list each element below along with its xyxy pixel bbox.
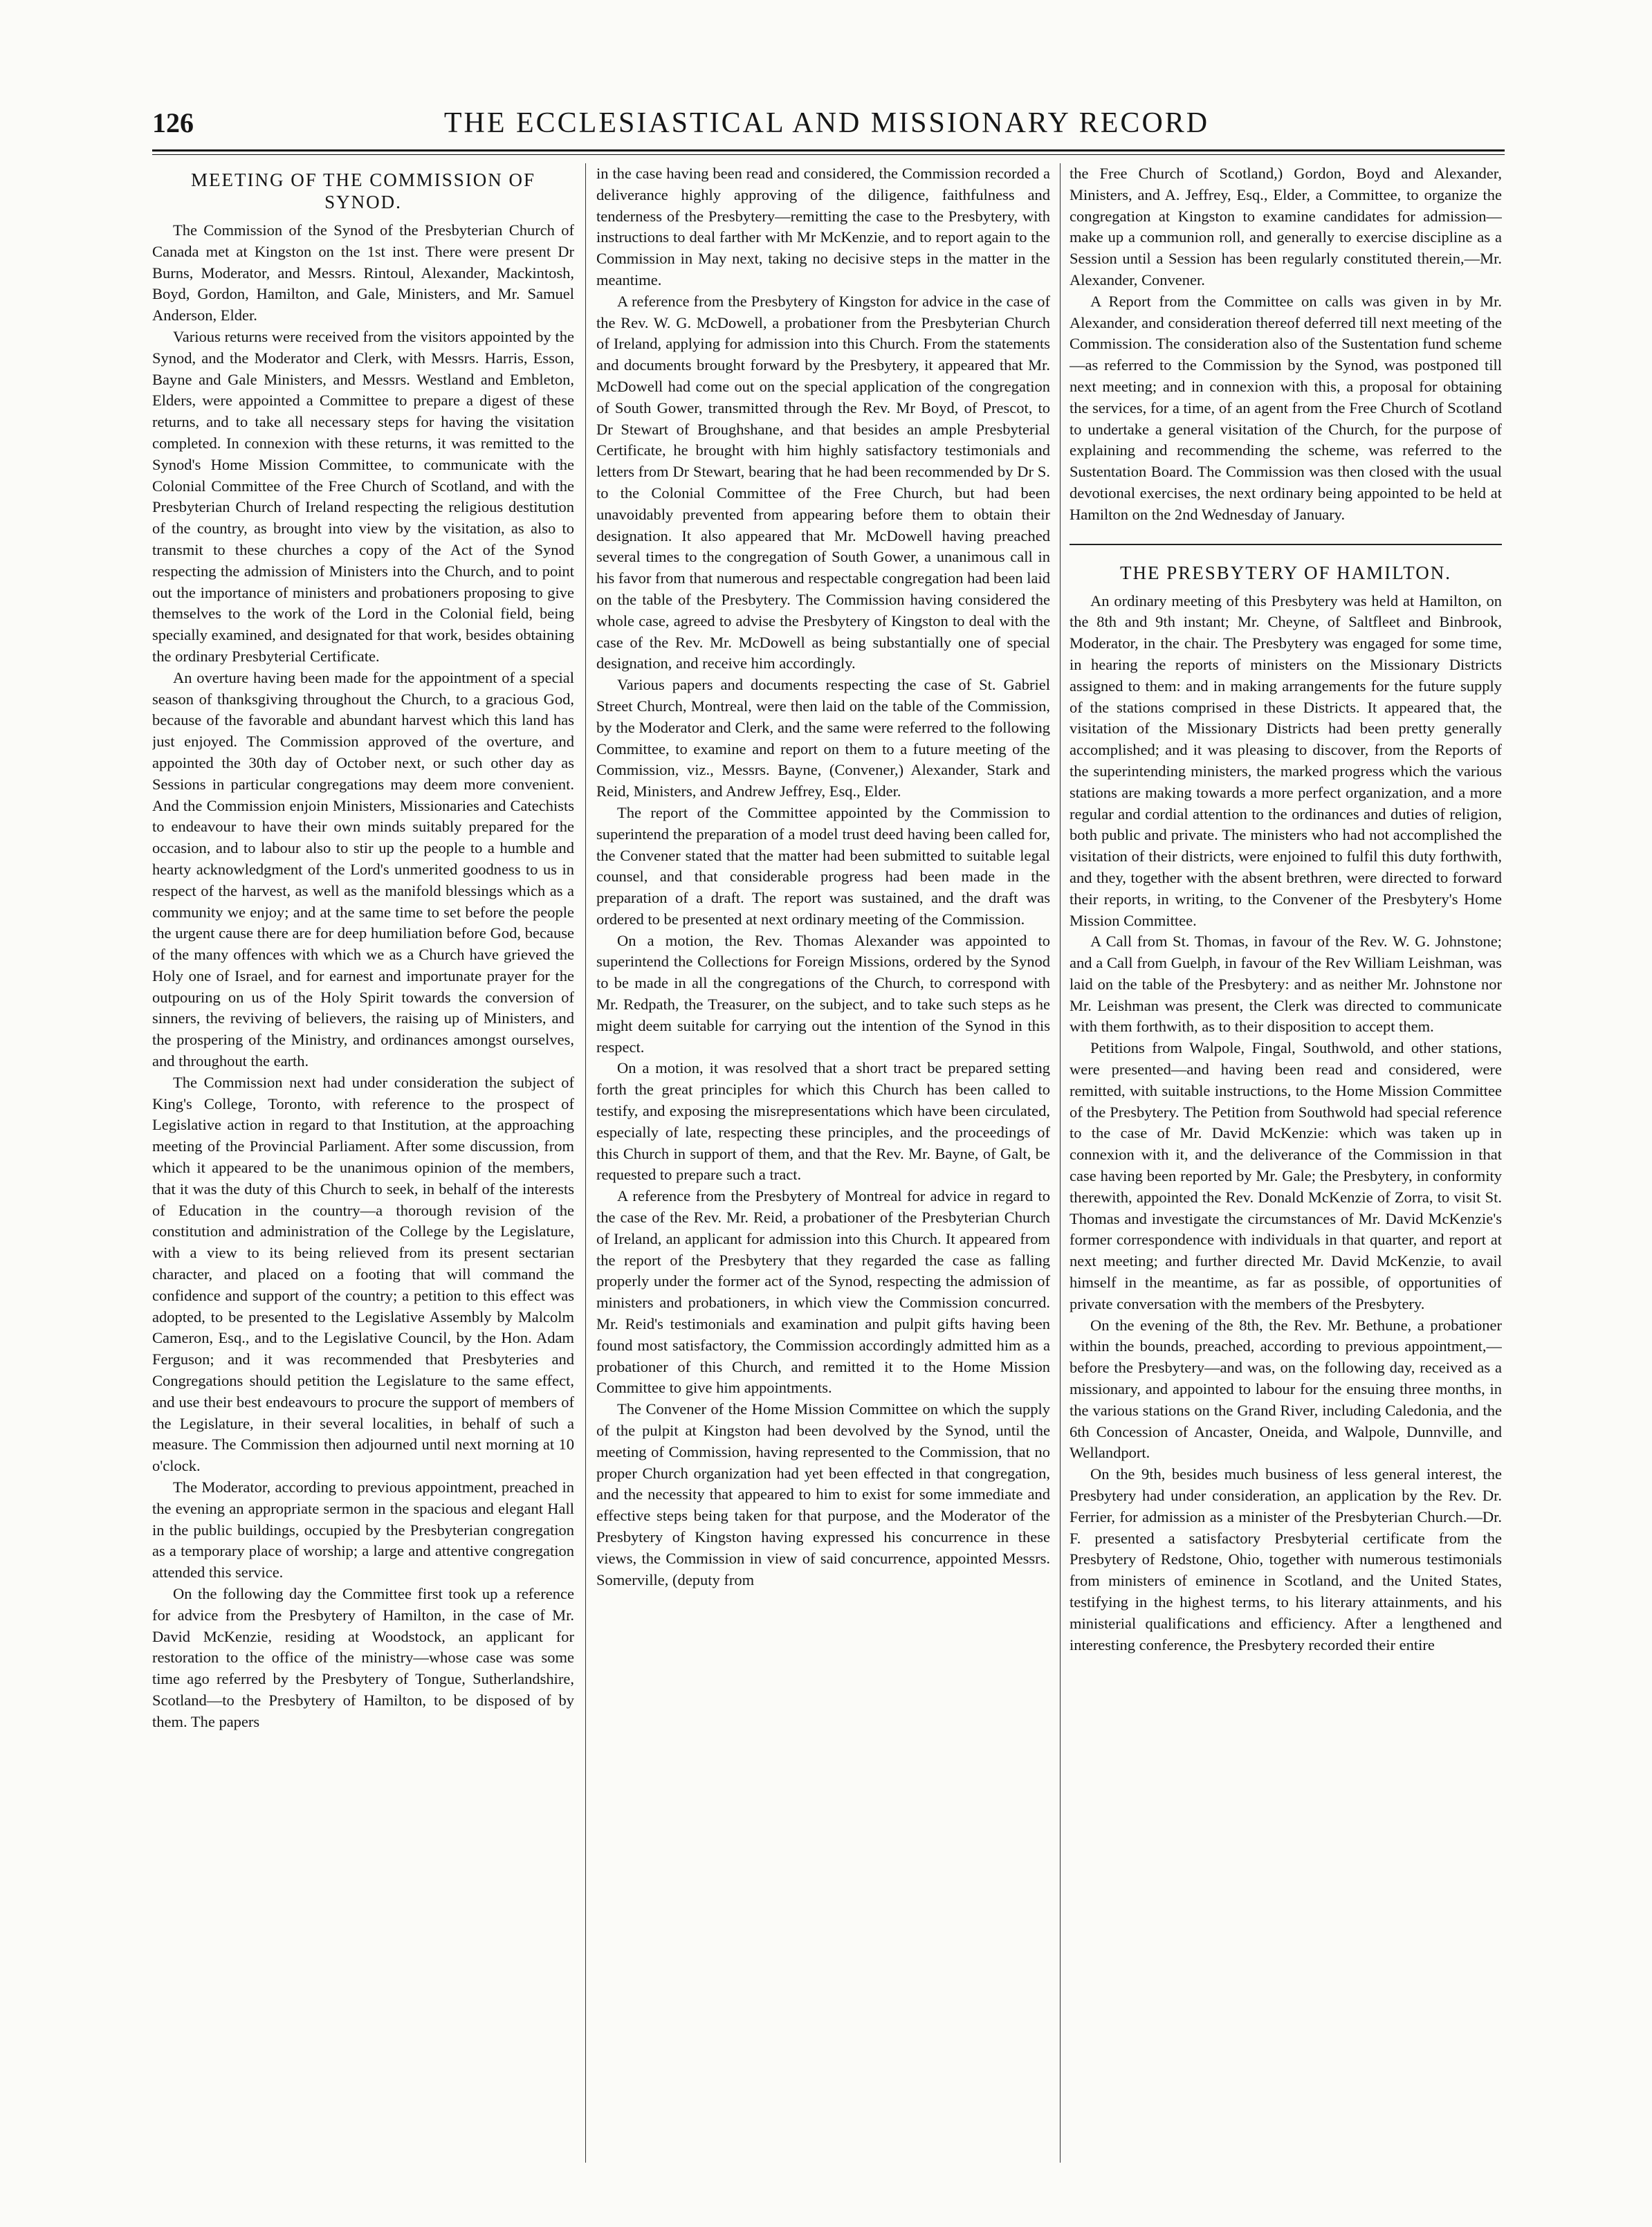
paragraph: A Call from St. Thomas, in favour of the Rev. W. G. Johnstone; and a Call from Guelph, in favour of the Rev William Leishman, was laid on the table of the Presbytery: and as neither Mr. Johnstone nor Mr. Leishman was present, the Clerk was directed to communicate with them forthwith, as to their disposition to accept them. xyxy=(1070,933,1502,1036)
paragraph: Petitions from Walpole, Fingal, Southwold, and other stations, were presented—and having been read and considered, were remitted, with suitable instructions, to the Home Mission Committee of the Presbytery. The Petition from Southwold had special reference to the case of Mr. David McKenzie: which was taken up in connexion with it, and the deliverance of the Commission in that case having been reported by Mr. Gale; the Presbytery, in conformity therewith, appointed the Rev. Donald McKenzie of Zorra, to visit St. Thomas and investigate the circumstances of Mr. David McKenzie's former correspondence with individuals in that quarter, and report at next meeting; and further directed Mr. David McKenzie, to avail himself in the meantime, as far as possible, of opportunities of private conversation with the members of the Presbytery. xyxy=(1070,1039,1502,1312)
paragraph: The Commission of the Synod of the Presbyterian Church of Canada met at Kingston on the 1st inst. There were present Dr Burns, Moderator, and Messrs. Rintoul, Alexander, Mackintosh, Boyd, Gordon, Hamilton, and Gale, Ministers, and Mr. Samuel Anderson, Elder. xyxy=(152,221,574,324)
paragraph: On the following day the Committee first took up a reference for advice from the Presbytery of Hamilton, in the case of Mr. David McKenzie, residing at Woodstock, an applicant for restoration to the office of the ministry—whose case was some time ago referred by the Presbytery of Tongue, Sutherlandshire, Scotland—to the Presbytery of Hamilton, to be disposed of by them. The papers xyxy=(152,1585,574,1730)
paragraph: A Report from the Committee on calls was given in by Mr. Alexander, and consideration thereof deferred till next meeting of the Commission. The consideration also of the Sustentation fund scheme —as referred to the Commission by the Synod, was postponed till next meeting; and in connexion with this, a proposal for obtaining the services, for a time, of an agent from the Free Church of Scotland to undertake a general visitation of the Church, for the purpose of explaining and recommending the scheme, was referred to the Sustentation Board. The Commission was then closed with the usual devotional exercises, the next ordinary being appointed to be held at Hamilton on the 2nd Wednesday of January. xyxy=(1070,292,1502,523)
header-rule-thin xyxy=(152,154,1505,155)
paragraph: An overture having been made for the appointment of a special season of thanksgiving throughout the Church, to a gracious God, because of the favorable and abundant harvest which this land has just enjoyed. The Commission approved of the overture, and appointed the 30th day of October next, or such other day as Sessions in particular congregations may deem more convenient. And the Commission enjoin Ministers, Missionaries and Catechists to endeavour to have their own minds suitably prepared for the occasion, and to labour also to stir up the people to a humble and hearty acknowledgment of the Lord's unmerited goodness to us in respect of the harvest, as well as the manifold blessings which as a community we enjoy; and at the same time to set before the people the urgent cause there are for deep humiliation before God, because of the many offences with which we as a Church have grieved the Holy one of Israel, and for earnest and importunate prayer for the outpouring on us of the Holy Spirit towards the conversion of sinners, the reviving of believers, the raising up of Ministers, and the prospering of the Ministry, and ordinances amongst ourselves, and throughout the earth. xyxy=(152,668,574,1070)
paragraph: the Free Church of Scotland,) Gordon, Boyd and Alexander, Ministers, and A. Jeffrey, Esq., Elder, a Committee, to organize the congregation at Kingston to examine candidates for admission—make up a communion roll, and generally to exercise discipline as a Session until a Session has been regularly constituted therein,—Mr. Alexander, Convener. xyxy=(1070,165,1502,288)
column-divider xyxy=(1060,163,1061,2163)
paragraph: A reference from the Presbytery of Montreal for advice in regard to the case of the Rev. Mr. Reid, a probationer of the Presbyterian Church of Ireland, an applicant for admission into this Church. It appeared from the report of the Presbytery that they regarded the case as falling properly under the former act of the Synod, respecting the admission of ministers and probationers, in which view the Commission concurred. Mr. Reid's testimonials and examination and pulpit gifts having been found most satisfactory, the Commission accordingly admitted him as a probationer of this Church, and remitted it to the Home Mission Committee to give him appointments. xyxy=(596,1187,1050,1397)
paragraph: The Commission next had under consideration the subject of King's College, Toronto, with reference to the prospect of Legislative action in regard to that Institution, at the approaching meeting of the Provincial Parliament. After some discussion, from which it appeared to be the unanimous opinion of the members, that it was the duty of this Church to seek, in behalf of the interests of Education in the country—a thorough revision of the constitution and administration of the College by the Legislature, with a view to its being relieved from its present sectarian character, and placed on a footing that will command the confidence and support of the country; a petition to this effect was adopted, to be presented to the Legislative Assembly by Malcolm Cameron, Esq., and to the Legislative Council, by the Hon. Adam Ferguson; and it was recommended that Presbyteries and Congregations should petition the Legislature to the same effect, and use their best endeavours to procure the support of members of the Legislature, in their several localities, in behalf of such a measure. The Commission then adjourned until next morning at 10 o'clock. xyxy=(152,1073,574,1475)
paragraph: The report of the Committee appointed by the Commission to superintend the preparation of a model trust deed having been called for, the Convener stated that the matter had been submitted to suitable legal counsel, and that considerable progress had been made in the preparation of a draft. The report was sustained, and the draft was ordered to be presented at next ordinary meeting of the Commission. xyxy=(596,803,1050,928)
paragraph: The Convener of the Home Mission Committee on which the supply of the pulpit at Kingston had been devolved by the Synod, until the meeting of Commission, having represented to the Commission, that no proper Church organization had yet been effected in that congregation, and the necessity that appeared to him to exist for some immediate and effective steps being taken for that purpose, and the Moderator of the Presbytery of Kingston having expressed his concurrence in these views, the Commission in view of said concurrence, appointed Messrs. Somerville, (deputy from xyxy=(596,1400,1050,1588)
paragraph: Various papers and documents respecting the case of St. Gabriel Street Church, Montreal, were then laid on the table of the Commission, by the Moderator and Clerk, and the same were referred to the following Committee, to examine and report on them to a future meeting of the Commission, viz., Messrs. Bayne, (Convener,) Alexander, Stark and Reid, Ministers, and Andrew Jeffrey, Esq., Elder. xyxy=(596,676,1050,800)
page-number: 126 xyxy=(152,107,194,138)
paragraph: On a motion, the Rev. Thomas Alexander was appointed to superintend the Collections for Foreign Missions, ordered by the Synod to be made in all the congregations of the Church, to correspond with Mr. Redpath, the Treasurer, on the subject, and to take such steps as he might deem suitable for carrying out the intention of the Synod in this respect. xyxy=(596,931,1050,1056)
column-2 xyxy=(596,163,1050,2163)
column-1 xyxy=(152,163,574,2163)
paragraph: A reference from the Presbytery of Kingston for advice in the case of the Rev. W. G. McDowell, a probationer from the Presbyterian Church of Ireland, applying for admission into this Church. From the statements and documents brought forward by the Presbytery, it appeared that Mr. McDowell had come out on the special application of the congregation of South Gower, transmitted through the Rev. Mr Boyd, of Prescot, to Dr Stewart of Broughshane, and that besides an ample Presbyterial Certificate, he brought with him highly satisfactory testimonials and letters from Dr Stewart, bearing that he had been recommended by Dr S. to the Colonial Committee of the Free Church, but had been unavoidably prevented from appearing before them to obtain their designation. It also appeared that Mr. McDowell having preached several times to the congregation of South Gower, a unanimous call in his favor from that numerous and respectable congregation had been laid on the table of the Presbytery. The Commission having considered the whole case, agreed to advise the Presbytery of Kingston to deal with the case of the Rev. Mr. McDowell as being substantially one of special designation, and receive him accordingly. xyxy=(596,292,1050,672)
paragraph: On the evening of the 8th, the Rev. Mr. Bethune, a probationer within the bounds, preached, according to previous appointment,—before the Presbytery—and was, on the following day, received as a missionary, and appointed to labour for the ensuing three months, in the various stations on the Grand River, including Caledonia, and the 6th Concession of Ancaster, Oneida, and Walpole, Dunnville, and Wellandport. xyxy=(1070,1316,1502,1462)
paragraph: On a motion, it was resolved that a short tract be prepared setting forth the great principles for which this Church has been called to testify, and exposing the misrepresentations which have been circulated, especially of late, respecting these principles, and the proceedings of this Church in support of them, and that the Rev. Mr. Bayne, of Galt, be requested to prepare such a tract. xyxy=(596,1059,1050,1184)
header-rule-thick xyxy=(152,149,1505,152)
paragraph: Various returns were received from the visitors appointed by the Synod, and the Moderator and Clerk, with Messrs. Harris, Esson, Bayne and Gale Ministers, and Messrs. Westland and Embleton, Elders, were appointed a Committee to prepare a digest of these returns, and to take all necessary steps for having the visitation completed. In connexion with these returns, it was remitted to the Synod's Home Mission Committee, to communicate with the Colonial Committee of the Free Church of Scotland, and with the Presbyterian Church of Ireland respecting the religious destitution of the country, as brought into view by the visitation, as also to transmit to these churches a copy of the Act of the Synod respecting the admission of Ministers into the Church, and to point out the importance of ministers and probationers proposing to give themselves to the work of the Lord in the Colonial field, being specially examined, and designated for that work, besides obtaining the ordinary Presbyterial Certificate. xyxy=(152,327,574,665)
column-3 xyxy=(1070,163,1502,2163)
column-divider xyxy=(585,163,586,2163)
paragraph: On the 9th, besides much business of less general interest, the Presbytery had under consideration, an application by the Rev. Dr. Ferrier, for admission as a minister of the Presbyterian Church.—Dr. F. presented a satisfactory Presbyterial certificate from the Presbytery of Redstone, Ohio, together with numerous testimonials from ministers of eminence in Scotland, and the United States, testifying in the highest terms, to his literary attainments, and his ministerial qualifications and efficiency. After a lengthened and interesting conference, the Presbytery recorded their entire xyxy=(1070,1465,1502,1653)
running-title: THE ECCLESIASTICAL AND MISSIONARY RECORD xyxy=(443,107,1210,139)
page-header xyxy=(152,104,1501,145)
article-heading-commission: MEETING OF THE COMMISSION OF SYNOD. xyxy=(190,169,536,212)
article-heading-presbytery: THE PRESBYTERY OF HAMILTON. xyxy=(1070,544,1502,584)
paragraph: in the case having been read and considered, the Commission recorded a deliverance highly approving of the diligence, faithfulness and tenderness of the Presbytery—remitting the case to the Presbytery, with instructions to deal farther with Mr McKenzie, and to report again to the Commission in May next, taking no decisive steps in the matter in the meantime. xyxy=(596,165,1050,288)
paragraph: An ordinary meeting of this Presbytery was held at Hamilton, on the 8th and 9th instant; Mr. Cheyne, of Saltfleet and Binbrook, Moderator, in the chair. The Presbytery was engaged for some time, in hearing the reports of ministers on the Missionary Districts assigned to them: and in making arrangements for the future supply of the stations comprised in these Districts. It appeared that, the visitation of the Missionary Districts had been pretty generally accomplished; and it was pleasing to discover, from the Reports of the superintending ministers, the marked progress which the various stations are making towards a more perfect organization, and a more regular and cordial attention to the ordinances and duties of religion, both public and private. The ministers who had not accomplished the visitation of their districts, were enjoined to fulfil this duty forthwith, and they, together with the absent brethren, were directed to forward their reports, in writing, to the Convener of the Presbytery's Home Mission Committee. xyxy=(1070,592,1502,929)
paragraph: The Moderator, according to previous appointment, preached in the evening an appropriate sermon in the spacious and elegant Hall in the public buildings, occupied by the Presbyterian congregation as a temporary place of worship; a large and attentive congregation attended this service. xyxy=(152,1478,574,1582)
